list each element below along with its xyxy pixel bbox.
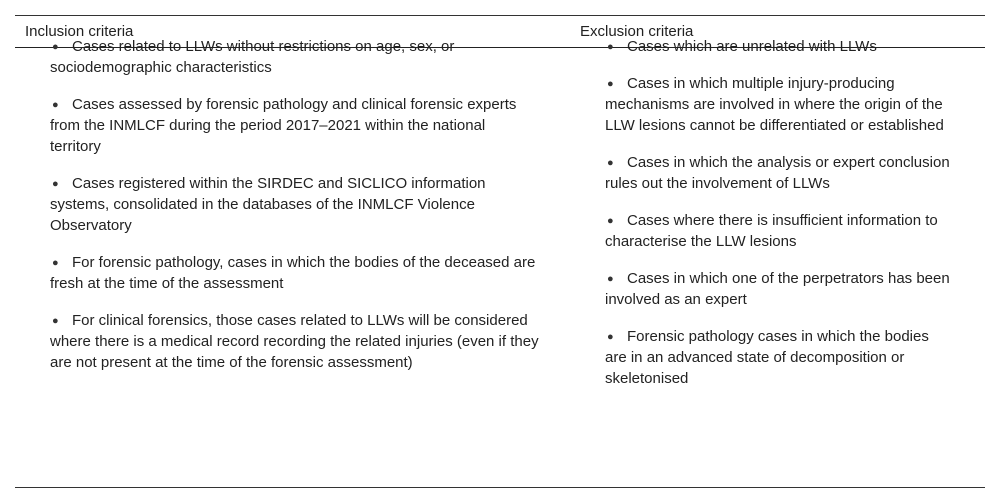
bullet-icon: ● bbox=[52, 315, 59, 327]
exclusion-item: ● Cases in which multiple injury-producing mechanisms are involved in where the origin of the LLW lesions cannot be differentiated or established bbox=[605, 75, 944, 134]
exclusion-item: ● Cases in which the analysis or expert conclusion rules out the involvement of LLWs bbox=[605, 154, 950, 192]
exclusion-item: ● Cases in which one of the perpetrators has been involved as an expert bbox=[605, 270, 950, 308]
bullet-icon: ● bbox=[52, 99, 59, 111]
inclusion-item: ● Cases assessed by forensic pathology and clinical forensic experts from the INMLCF during the period 2017–2021 within the national territory bbox=[50, 96, 517, 155]
inclusion-item: ● Cases related to LLWs without restrictions on age, sex, or sociodemographic characteristics bbox=[50, 38, 455, 76]
bullet-icon: ● bbox=[52, 178, 59, 190]
bullet-icon: ● bbox=[607, 215, 614, 227]
bullet-icon: ● bbox=[52, 41, 59, 53]
bullet-icon: ● bbox=[607, 41, 614, 53]
exclusion-item: ● Cases where there is insufficient information to characterise the LLW lesions bbox=[605, 212, 938, 250]
inclusion-criteria-header: Inclusion criteria bbox=[25, 23, 134, 40]
bullet-icon: ● bbox=[607, 273, 614, 285]
inclusion-item: ● Cases registered within the SIRDEC and SICLICO information systems, consolidated in the databases of the INMLCF Violence Observatory bbox=[50, 175, 486, 234]
bullet-icon: ● bbox=[607, 157, 614, 169]
bullet-icon: ● bbox=[52, 257, 59, 269]
inclusion-item: ● For forensic pathology, cases in which the bodies of the deceased are fresh at the time of the assessment bbox=[50, 254, 536, 292]
bullet-icon: ● bbox=[607, 331, 614, 343]
exclusion-criteria-header: Exclusion criteria bbox=[580, 23, 694, 40]
bullet-icon: ● bbox=[607, 78, 614, 90]
exclusion-item: ● Forensic pathology cases in which the bodies are in an advanced state of decomposition or skeletonised bbox=[605, 328, 929, 387]
exclusion-item: ● Cases which are unrelated with LLWs bbox=[605, 36, 950, 57]
exclusion-criteria-list bbox=[605, 36, 950, 405]
inclusion-criteria-list bbox=[50, 36, 540, 389]
inclusion-item: ● For clinical forensics, those cases related to LLWs will be considered where there is a medical record recording the related injuries (even if they are not present at the time of the forensic assessment) bbox=[50, 312, 539, 371]
